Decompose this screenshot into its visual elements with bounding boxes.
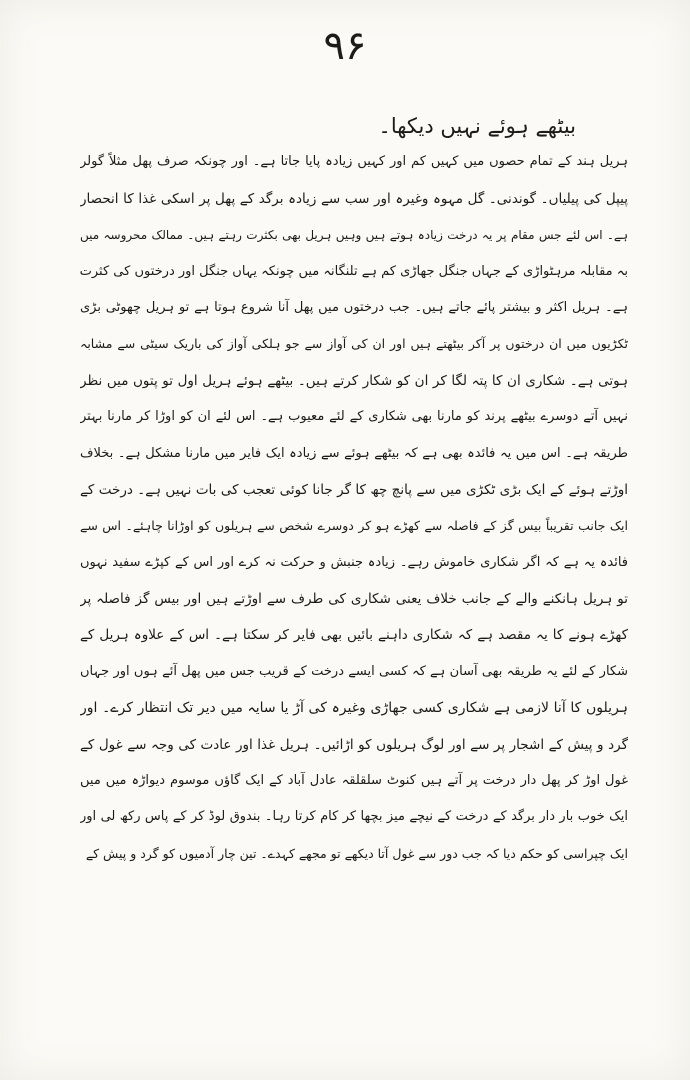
text-line: ہریل ہند کے تمام حصوں میں کہیں کم اور کہیں زیادہ پایا جاتا ہے۔ اور چونکہ صرف پھل مثلاً گولر bbox=[80, 154, 628, 170]
text-line: ایک چپراسی کو حکم دیا کہ جب دور سے غول آتا دیکھے تو مجھے کہدے۔ تین چار آدمیوں کو گرد و پیش کے bbox=[85, 845, 628, 861]
text-line: تو ہریل ہانکنے والے کے جانب خلاف یعنی شکاری کی طرف سے اوڑتے ہیں اور بیس گز فاصلہ پر bbox=[80, 591, 628, 608]
text-line: بہ مقابلہ مرہٹواڑی کے جہاں جنگل جھاڑی کم ہے تلنگانہ میں چونکہ یہاں جنگل اور درختوں کی کثرت bbox=[80, 263, 628, 279]
text-line: ہے۔ اس لئے جس مقام پر یہ درخت زیادہ ہوتے ہیں وہیں ہریل بھی بکثرت رہتے ہیں۔ ممالک محروسہ میں bbox=[80, 228, 628, 243]
text-line: کھڑے ہونے کا یہ مقصد ہے کہ شکاری داہنے بائیں بھی فایر کر سکتا ہے۔ اس کے علاوہ ہریل کے bbox=[80, 627, 628, 644]
text-line: ایک خوب بار دار برگد کے درخت کے نیچے میز بچھا کر کام کرتا رہا۔ بندوق لوڈ کر کے پاس رکھ لی اور bbox=[80, 809, 628, 825]
text-line: فائدہ یہ ہے کہ اگر شکاری خاموش رہے۔ زیادہ جنبش و حرکت نہ کرے اور اس کے کپڑے سفید نہوں bbox=[80, 554, 628, 570]
text-line: ہوتی ہے۔ شکاری ان کا پتہ لگا کر ان کو شکار کرتے ہیں۔ بیٹھے ہوئے ہریل اول تو پتوں میں نظر bbox=[80, 372, 628, 389]
text-line: ہریلوں کا آنا لازمی ہے شکاری کسی جھاڑی وغیرہ کی آڑ یا سایہ میں دیر تک انتظار کرے۔ اور bbox=[80, 700, 628, 717]
page-body-text bbox=[80, 108, 628, 872]
text-line: شکار کے لئے یہ طریقہ بھی آسان ہے کہ کسی ایسے درخت کے قریب جس میں پھل آئے ہوں اور جہاں bbox=[80, 663, 628, 679]
text-line: ٹکڑیوں میں ان درختوں پر آکر بیٹھتے ہیں اور ان کی آواز سے جو ہلکی آواز کی باریک سیٹی سے مشابہ bbox=[80, 336, 628, 352]
text-line: طریقہ ہے۔ اس میں یہ فائدہ بھی ہے کہ بیٹھے ہوئے سے زیادہ ایک فایر میں مارنا مشکل ہے۔ بخلاف bbox=[80, 445, 628, 461]
text-line: گرد و پیش کے اشجار پر سے اور لوگ ہریلوں کو اڑائیں۔ ہریل غذا اور عادت کی وجہ سے غول کے bbox=[80, 736, 628, 753]
text-line: ہے۔ ہریل اکثر و بیشتر پائے جاتے ہیں۔ جب درختوں میں پھل آنا شروع ہوتا ہے تو ہریل چھوٹی بڑی bbox=[80, 299, 628, 315]
page-number: ۹۶ bbox=[323, 23, 367, 69]
text-line: بیٹھے ہوئے نہیں دیکھا۔ bbox=[378, 114, 576, 138]
text-line: اوڑتے ہوئے کے ایک بڑی ٹکڑی میں سے پانچ چھ کا گر جانا کوئی تعجب کی بات نہیں ہے۔ درخت کے bbox=[80, 481, 628, 498]
text-line: ایک جانب تقریباً بیس گز کے فاصلہ سے کھڑے ہو کر دوسرے شخص سے ہریلوں کو اوڑانا چاہئے۔ اس سے bbox=[80, 518, 628, 534]
text-line: پیپل کی پیلیاں۔ گوندنی۔ گل مہوہ وغیرہ اور سب سے زیادہ برگد کے پھل پر اسکی غذا کا انحصار bbox=[80, 190, 628, 207]
text-line: غول اوڑ کر پھل دار درخت پر آتے ہیں کنوٹ سلقلقہ عادل آباد کے ایک گاؤں موسوم دیواڑہ میں میں bbox=[80, 773, 628, 789]
text-line: نہیں آتے دوسرے بیٹھے پرند کو مارنا بھی شکاری کے لئے معیوب ہے۔ اس لئے ان کو اوڑا کر مارنا بہتر bbox=[80, 409, 628, 425]
